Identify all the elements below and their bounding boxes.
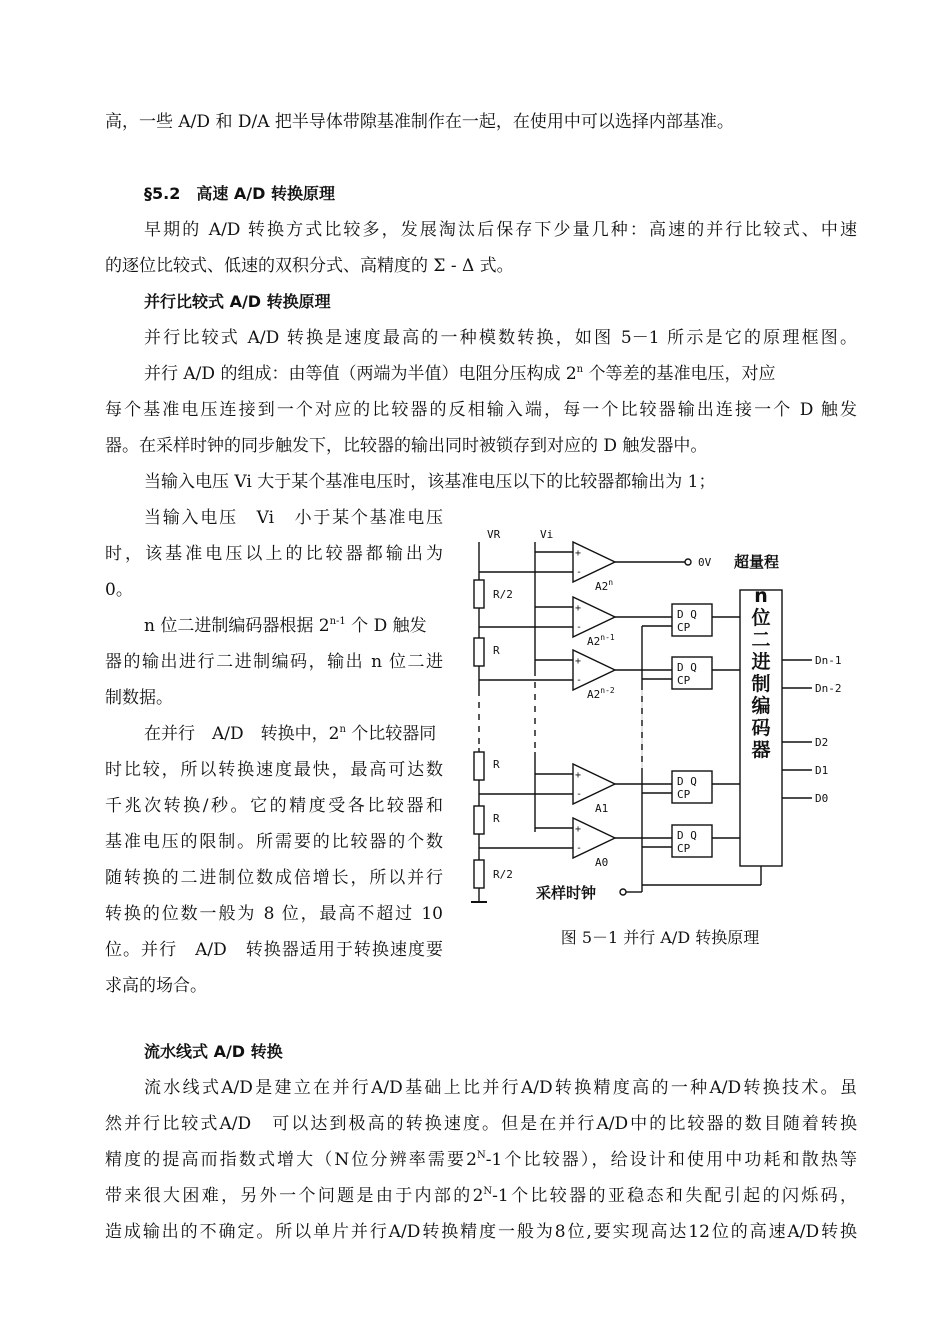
resistor-label: R bbox=[493, 812, 500, 825]
text-span: 带来很大困难，另外一个问题是由于内部的2 bbox=[105, 1186, 484, 1206]
figure-caption: 图 5－1 并行 A/D 转换原理 bbox=[560, 928, 760, 947]
text-span: n 位二进制编码器根据 2 bbox=[144, 616, 330, 636]
text-line: 器。在采样时钟的同步触发下，比较器的输出同时被锁存到对应的 D 触发器中。 bbox=[105, 436, 708, 456]
minus-sign: - bbox=[576, 843, 583, 854]
text-span: 在并行 A/D 转换中，2 bbox=[144, 724, 340, 744]
text-line: 时，该基准电压以上的比较器都输出为 bbox=[105, 544, 443, 564]
flipflop-dq-label: D Q bbox=[677, 775, 697, 788]
resistor-label: R bbox=[493, 644, 500, 657]
encoder-label-char: 制 bbox=[751, 673, 771, 695]
text-line: 早期的 A/D 转换方式比较多，发展淘汰后保存下少量几种：高速的并行比较式、中速 bbox=[144, 220, 857, 240]
output-label: Dn-2 bbox=[815, 682, 842, 695]
flipflop-dq-label: D Q bbox=[677, 829, 697, 842]
comparator-label: A2$^{n-2}$ bbox=[587, 686, 615, 701]
minus-sign: - bbox=[576, 675, 583, 686]
vi-label: Vi bbox=[540, 528, 554, 541]
plus-sign: + bbox=[575, 548, 582, 559]
text-line bbox=[144, 614, 443, 638]
text-line: 时比较，所以转换速度最快，最高可达数 bbox=[105, 760, 443, 780]
text-line: 转换的位数一般为 8 位，最高不超过 10 bbox=[105, 904, 443, 924]
text-line: 的逐位比较式、低速的双积分式、高精度的 Σ - Δ 式。 bbox=[105, 256, 514, 276]
flipflop-dq-label: D Q bbox=[677, 661, 697, 674]
encoder-label bbox=[750, 585, 770, 761]
text-line: 随转换的二进制位数成倍增长，所以并行 bbox=[105, 868, 443, 888]
resistor-label: R bbox=[493, 758, 500, 771]
superscript: n bbox=[576, 364, 584, 375]
text-span: 个等差的基准电压，对应 bbox=[583, 364, 776, 384]
flipflop-dq-label: D Q bbox=[677, 608, 697, 621]
superscript: N bbox=[476, 1150, 486, 1161]
encoder-label-char: 码 bbox=[751, 717, 771, 739]
text-line: 流水线式A/D是建立在并行A/D基础上比并行A/D转换精度高的一种A/D转换技术。虽 bbox=[144, 1078, 857, 1098]
text-line: 然并行比较式A/D 可以达到极高的转换速度。但是在并行A/D中的比较器的数目随着转换 bbox=[105, 1114, 857, 1134]
sampling-clock-label: 采样时钟 bbox=[536, 884, 597, 902]
encoder-label-char: 编 bbox=[751, 695, 771, 717]
minus-sign: - bbox=[576, 567, 583, 578]
encoder-label-char: 位 bbox=[751, 607, 771, 629]
minus-sign: - bbox=[576, 789, 583, 800]
subsection-heading: 并行比较式 A/D 转换原理 bbox=[144, 292, 331, 311]
superscript: n bbox=[339, 724, 346, 735]
resistor-label: R/2 bbox=[493, 588, 513, 601]
text-span: 个比较器同 bbox=[345, 724, 437, 744]
superscript: n-1 bbox=[329, 616, 346, 627]
text-line bbox=[144, 722, 443, 746]
text-line: 当输入电压 Vi 大于某个基准电压时，该基准电压以下的比较器都输出为 1； bbox=[144, 472, 716, 492]
minus-sign: - bbox=[576, 622, 583, 633]
encoder-label-char: 进 bbox=[751, 651, 771, 673]
zero-volt-label: 0V bbox=[698, 556, 712, 569]
plus-sign: + bbox=[575, 824, 582, 835]
superscript: N bbox=[483, 1186, 493, 1197]
plus-sign: + bbox=[575, 656, 582, 667]
flipflop-cp-label: CP bbox=[677, 674, 691, 687]
comparator-label: A2$^n$ bbox=[595, 578, 614, 593]
comparator-label: A2$^{n-1}$ bbox=[587, 633, 615, 648]
text-span: -1个比较器的亚稳态和失配引起的闪烁码， bbox=[492, 1186, 857, 1206]
comparator-label: A1 bbox=[595, 802, 609, 815]
parallel-adc-circuit-diagram bbox=[460, 520, 860, 910]
text-line bbox=[105, 1184, 857, 1208]
text-span: 精度的提高而指数式增大（N位分辨率需要2 bbox=[105, 1150, 477, 1170]
encoder-label-char: 二 bbox=[751, 629, 771, 651]
flipflop-cp-label: CP bbox=[677, 842, 691, 855]
text-span: -1个比较器），给设计和使用中功耗和散热等 bbox=[485, 1150, 857, 1170]
encoder-label-char: 器 bbox=[751, 739, 771, 761]
text-line: 造成输出的不确定。所以单片并行A/D转换精度一般为8位,要实现高达12位的高速A/D转换 bbox=[105, 1222, 857, 1242]
comparator-label: A0 bbox=[595, 856, 609, 869]
plus-sign: + bbox=[575, 770, 582, 781]
text-span: 个 D 触发 bbox=[345, 616, 427, 636]
flipflop-cp-label: CP bbox=[677, 788, 691, 801]
flipflop-cp-label: CP bbox=[677, 621, 691, 634]
overrange-label: 超量程 bbox=[734, 553, 780, 571]
text-line: 制数据。 bbox=[105, 688, 173, 708]
text-line: 千兆次转换/秒。它的精度受各比较器和 bbox=[105, 796, 443, 816]
plus-sign: + bbox=[575, 603, 582, 614]
text-line bbox=[144, 362, 857, 386]
section-heading: §5.2 高速 A/D 转换原理 bbox=[144, 184, 335, 203]
output-label: D0 bbox=[815, 792, 829, 805]
output-label: D1 bbox=[815, 764, 829, 777]
text-line: 高，一些 A/D 和 D/A 把半导体带隙基准制作在一起，在使用中可以选择内部基准。 bbox=[105, 112, 734, 132]
output-label: Dn-1 bbox=[815, 654, 842, 667]
text-line: 求高的场合。 bbox=[105, 976, 207, 996]
output-label: D2 bbox=[815, 736, 829, 749]
text-line: 当输入电压 Vi 小于某个基准电压 bbox=[144, 508, 443, 528]
text-line: 器的输出进行二进制编码，输出 n 位二进 bbox=[105, 652, 443, 672]
text-line bbox=[105, 1148, 857, 1172]
subsection-heading: 流水线式 A/D 转换 bbox=[144, 1042, 283, 1061]
vr-label: VR bbox=[487, 528, 501, 541]
encoder-label-char: n bbox=[754, 585, 768, 607]
text-span: 并行 A/D 的组成：由等值（两端为半值）电阻分压构成 2 bbox=[144, 364, 577, 384]
text-line: 位。并行 A/D 转换器适用于转换速度要 bbox=[105, 940, 443, 960]
text-line: 0。 bbox=[105, 580, 133, 600]
text-line: 并行比较式 A/D 转换是速度最高的一种模数转换，如图 5－1 所示是它的原理框图。 bbox=[144, 328, 857, 348]
resistor-label: R/2 bbox=[493, 868, 513, 881]
text-line: 每个基准电压连接到一个对应的比较器的反相输入端，每一个比较器输出连接一个 D 触发 bbox=[105, 400, 857, 420]
text-line: 基准电压的限制。所需要的比较器的个数 bbox=[105, 832, 443, 852]
